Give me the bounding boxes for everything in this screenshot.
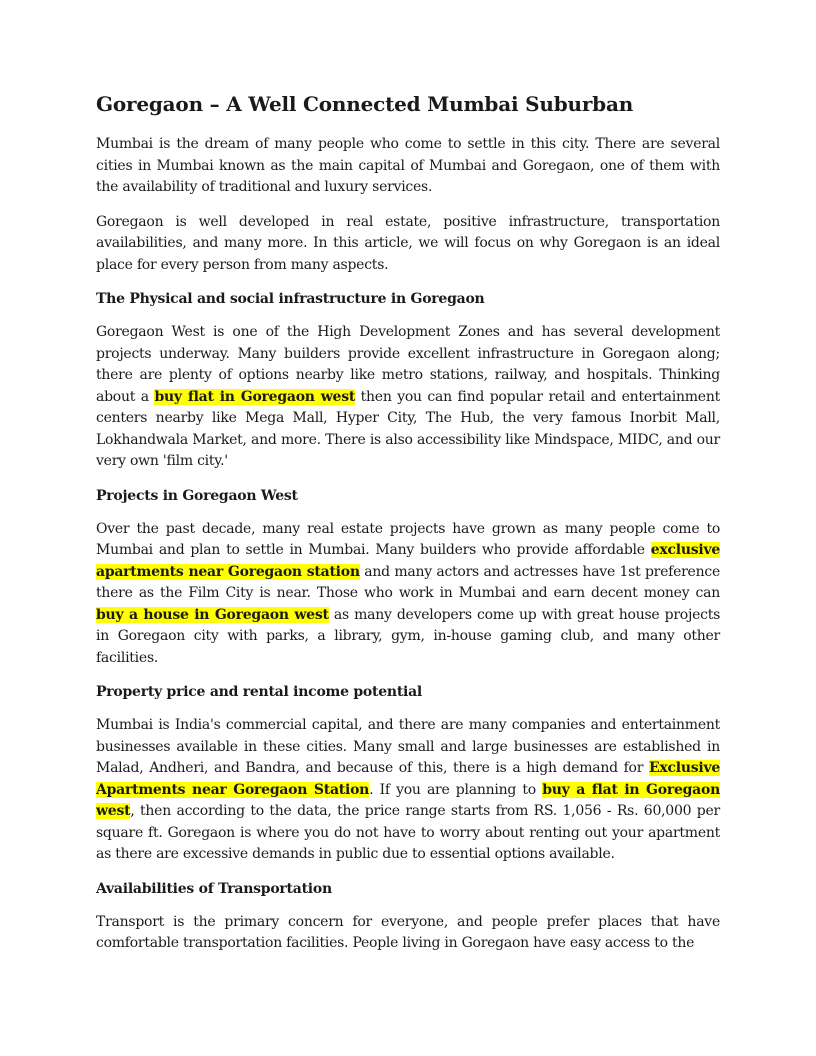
text-run: Goregaon West is one of the High Development Zones and has several development projects underway. Many builders provide excellent infrastructure in Goregaon along; there are plenty of options nearby like metro stations, railway, and hospitals. Thinking about a bbox=[96, 324, 720, 405]
heading-projects: Projects in Goregaon West bbox=[96, 487, 298, 504]
heading-infrastructure: The Physical and social infrastructure in Goregaon bbox=[96, 291, 485, 307]
heading-transport: Availabilities of Transportation bbox=[96, 880, 332, 897]
document-page bbox=[96, 90, 720, 968]
highlight-keyword: buy flat in Goregaon west bbox=[154, 388, 356, 405]
highlight-keyword: Exclusive Apartments near Goregaon Station bbox=[96, 760, 720, 798]
highlight-keyword: buy a house in Goregaon west bbox=[96, 606, 329, 623]
text-run: . If you are planning to bbox=[369, 781, 543, 798]
transport-paragraph: Transport is the primary concern for everyone, and people prefer places that have comfortable transportation facilities. People living in Goregaon have easy access to the bbox=[96, 913, 720, 951]
text-run: Over the past decade, many real estate projects have grown as many people come to Mumbai and plan to settle in Mumbai. Many builders who provide affordable bbox=[96, 520, 720, 558]
intro-paragraph: Mumbai is the dream of many people who come to settle in this city. There are several cities in Mumbai known as the main capital of Mumbai and Goregaon, one of them with the availability of traditional and luxury services. bbox=[96, 136, 720, 195]
heading-price: Property price and rental income potential bbox=[96, 684, 422, 700]
text-run: then you can find popular retail and entertainment centers nearby like Mega Mall, Hyper City, The Hub, the very famous Inorbit Mall, Lokhandwala Market, and more. There is also accessibility like Mindspace, MIDC, and our very own 'film city.' bbox=[96, 388, 720, 469]
projects-paragraph bbox=[96, 519, 720, 670]
overview-paragraph: Goregaon is well developed in real estate, positive infrastructure, transportation availabilities, and many more. In this article, we will focus on why Goregaon is an ideal place for every person from many aspects. bbox=[96, 213, 720, 273]
page-title: Goregaon – A Well Connected Mumbai Suburban bbox=[96, 92, 634, 116]
price-paragraph bbox=[96, 715, 720, 866]
text-run: as many developers come up with great house projects in Goregaon city with parks, a library, gym, in-house gaming club, and many other facilities. bbox=[96, 606, 721, 666]
infrastructure-paragraph bbox=[96, 322, 720, 473]
text-run: and many actors and actresses have 1st preference there as the Film City is near. Those who work in Mumbai and earn decent money can bbox=[96, 563, 720, 601]
text-run: , then according to the data, the price range starts from RS. 1,056 - Rs. 60,000 per square ft. Goregaon is where you do not have to worry about renting out your apartment as there are excessive demands in public due to essential options available. bbox=[96, 803, 720, 862]
highlight-keyword: buy a flat in Goregaon west bbox=[96, 781, 721, 819]
highlight-keyword: exclusive apartments near Goregaon station bbox=[96, 542, 720, 580]
text-run: Mumbai is India's commercial capital, and there are many companies and entertainment businesses available in these cities. Many small and large businesses are established in Malad, Andheri, and Bandra, and because of this, there is a high demand for bbox=[96, 717, 720, 776]
